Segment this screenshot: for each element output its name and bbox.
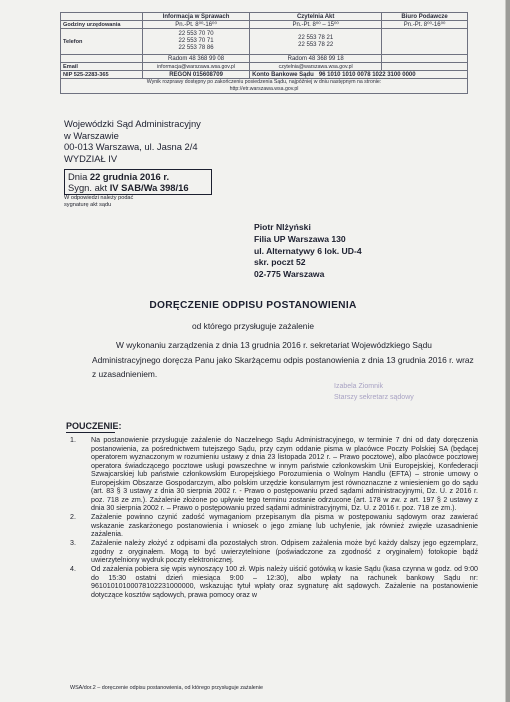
office-radom-cell	[382, 55, 468, 63]
pouczenie-heading: POUCZENIE:	[66, 421, 122, 431]
info-phone-1: 22 553 70 70	[178, 31, 214, 37]
case-reference-box	[64, 169, 212, 195]
bank-account-label: Konto Bankowe Sądu	[252, 71, 314, 78]
case-date-prefix: Dnia	[68, 171, 88, 182]
item-text: Od zażalenia pobiera się wpis wynoszący 100 zł. Wpis należy uiścić gotówką w kasie Sądu (kasa czynna w godz. od 9:00 do 15:30 ostatni dzień miesiąca 9:00 – 12:30), albo wpłaty na rachunek bankowy Sądu nr: 96101010100078102231000000, wskazując tytuł wpłaty oraz sygnaturę akt sądowych. Zażalenie na postanowienie dotyczące kosztów sądowych, prawa pomocy oraz w	[91, 565, 478, 599]
col-office-heading: Biuro Podawcze	[382, 13, 468, 21]
court-division: WYDZIAŁ IV	[64, 152, 118, 164]
col-info-heading: Informacja w Sprawach	[143, 13, 250, 21]
signature-hint	[64, 195, 133, 208]
clerk-stamp-name: Izabela Ziomnik	[334, 383, 384, 390]
office-phones	[382, 29, 468, 55]
intro-paragraph	[92, 338, 476, 382]
clerk-stamp	[334, 382, 414, 403]
item-text: Zażalenie należy złożyć z odpisami dla pozostałych stron. Odpisem zażalenia może być każdy dalszy jego egzemplarz, zgodny z oryginałem. Mogą to być uwierzytelnione (poświadczone za zgodność z oryginałem) fotokopie bądź uwierzytelniony wydruk poczty elektronicznej.	[91, 539, 478, 564]
results-notice-text: Wynik rozprawy dostępny po zakończeniu posiedzenia Sądu, najpóźniej w dniu następnym na stronie:	[146, 79, 382, 85]
signature-hint-line2: sygnaturę akt sądu	[64, 201, 112, 208]
intro-text: W wykonaniu zarządzenia z dnia 13 grudnia 2016 r. sekretariat Wojewódzkiego Sądu Administracyjnego doręcza Panu jako Skarżącemu odpis postanowienia z dnia 13 grudnia 2016 r. wraz z uzasadnieniem.	[92, 340, 474, 380]
case-date: 22 grudnia 2016 r.	[89, 171, 170, 182]
col-reading-heading: Czytelnia Akt	[250, 13, 382, 21]
item-number: 3.	[70, 539, 76, 547]
court-name-line2: w Warszawie	[64, 129, 119, 141]
radom-label-cell	[61, 55, 143, 63]
item-text: Zażalenie powinno czynić zadość wymaganiom przepisanym dla pisma w postępowaniu sądowym oraz zawierać wskazanie zaskarżonego postanowienia i wniosek o jego zmianę lub uchylenie, jak również zwięzłe uzasadnienie zażalenia.	[91, 513, 478, 538]
signature-hint-line1: W odpowiedzi należy podać	[64, 195, 134, 201]
reading-phone-1: 22 553 78 21	[298, 34, 334, 41]
case-sign-prefix: Sygn. akt	[68, 182, 108, 193]
item-number: 1.	[70, 436, 76, 444]
case-sign-line	[68, 182, 208, 193]
reading-hours: Pn.-Pt. 8⁰⁰ – 15⁰⁰	[250, 21, 382, 29]
reading-radom-phone: Radom 48 368 99 18	[250, 55, 382, 63]
court-contact-table	[60, 12, 468, 94]
hours-label: Godziny urzędowania	[61, 21, 143, 29]
recipient-line2: ul. Alternatywy 6 lok. UD-4	[254, 245, 362, 256]
item-number: 2.	[70, 513, 76, 521]
nip-number: NIP 525-2283-365	[61, 71, 143, 79]
list-item	[70, 565, 478, 599]
header-corner-cell	[61, 13, 143, 21]
reading-phones	[250, 29, 382, 55]
reading-phone-2: 22 553 78 22	[298, 41, 334, 48]
court-street: 00-013 Warszawa, ul. Jasna 2/4	[64, 141, 198, 153]
recipient-name: Piotr Nlżyński	[254, 222, 311, 232]
list-item	[70, 436, 478, 513]
office-hours: Pn.-Pt. 8⁰⁰-16⁰⁰	[382, 21, 468, 29]
bank-account-cell	[250, 71, 468, 79]
phone-label: Telefon	[61, 29, 143, 55]
recipient-line3: skr. poczt 52	[254, 257, 306, 268]
reading-email: czytelnia@warszawa.wsa.gov.pl	[250, 63, 382, 71]
info-hours: Pn.-Pt. 8⁰⁰-16⁰⁰	[143, 21, 250, 29]
recipient-line1: Filia UP Warszawa 130	[254, 233, 346, 244]
form-footer: WSA/dor.2 – doręczenie odpisu postanowienia, od którego przysługuje zażalenie	[70, 685, 263, 691]
item-number: 4.	[70, 565, 76, 573]
case-date-line	[68, 171, 208, 182]
recipient-line4: 02-775 Warszawa	[254, 269, 325, 280]
email-label: Email	[61, 63, 143, 71]
page-edge-shadow	[506, 0, 510, 702]
results-notice-url: http://etr.warszawa.wsa.gov.pl	[229, 86, 299, 92]
info-phone-2: 22 553 70 71	[178, 38, 214, 44]
pouczenie-underline	[66, 432, 115, 433]
info-phones	[143, 29, 250, 55]
clerk-stamp-title: Starszy sekretarz sądowy	[334, 393, 414, 401]
info-radom-phone: Radom 48 368 99 08	[143, 55, 250, 63]
bank-account-number: 96 1010 1010 0078 1022 3100 0000	[318, 71, 416, 78]
regon-number: REGON 015608709	[143, 71, 250, 79]
court-address	[64, 118, 201, 164]
court-name-line1: Wojewódzki Sąd Administracyjny	[64, 118, 201, 129]
info-phone-3: 22 553 78 86	[178, 45, 214, 51]
document-subtitle: od którego przysługuje zażalenie	[192, 321, 314, 331]
instruction-list	[70, 436, 478, 600]
recipient-address	[254, 222, 362, 281]
list-item	[70, 539, 478, 565]
results-notice	[61, 79, 468, 94]
case-signature: IV SAB/Wa 398/16	[109, 182, 189, 193]
item-text: Na postanowienie przysługuje zażalenie do Naczelnego Sądu Administracyjnego, w terminie 7 dni od daty doręczenia postanowienia, za pośrednictwem tutejszego Sądu, przy czym oddanie pisma w placówce Poczty Polskiej SA (będącej operatorem wyznaczonym w rozumieniu ustawy z dnia 23 listopada 2012 r. – Prawo pocztowe), albo placówce pocztowej operatora świadczącego pocztowe usługi powszechne w innym państwie członkowskim Unii Europejskiej, Konfederacji Szwajcarskiej lub państwie członkowskim Europejskiego Porozumienia o Wolnym Handlu (EFTA) – stronie umowy o Europejskim Obszarze Gospodarczym, albo polskim urzędzie konsularnym jest równoznaczne z wniesieniem go do sądu (art. 83 § 3 ustawy z dnia 30 sierpnia 2002 r. - Prawo o postępowaniu przed sądami administracyjnymi, Dz. U. z 2016 r. poz. 718 ze zm.). Zażalenie złożone po upływie tego terminu zostanie odrzucone (art. 178 w zw. z art. 197 § 2 ustawy z dnia 30 sierpnia 2002 r. – Prawo o postępowaniu przed sądami administracyjnymi, Dz. U. z 2016 r. poz. 718 ze zm.).	[91, 436, 478, 512]
office-email-cell	[382, 63, 468, 71]
document-title: DORĘCZENIE ODPISU POSTANOWIENIA	[149, 300, 357, 311]
list-item	[70, 513, 478, 539]
info-email: informacja@warszawa.wsa.gov.pl	[143, 63, 250, 71]
